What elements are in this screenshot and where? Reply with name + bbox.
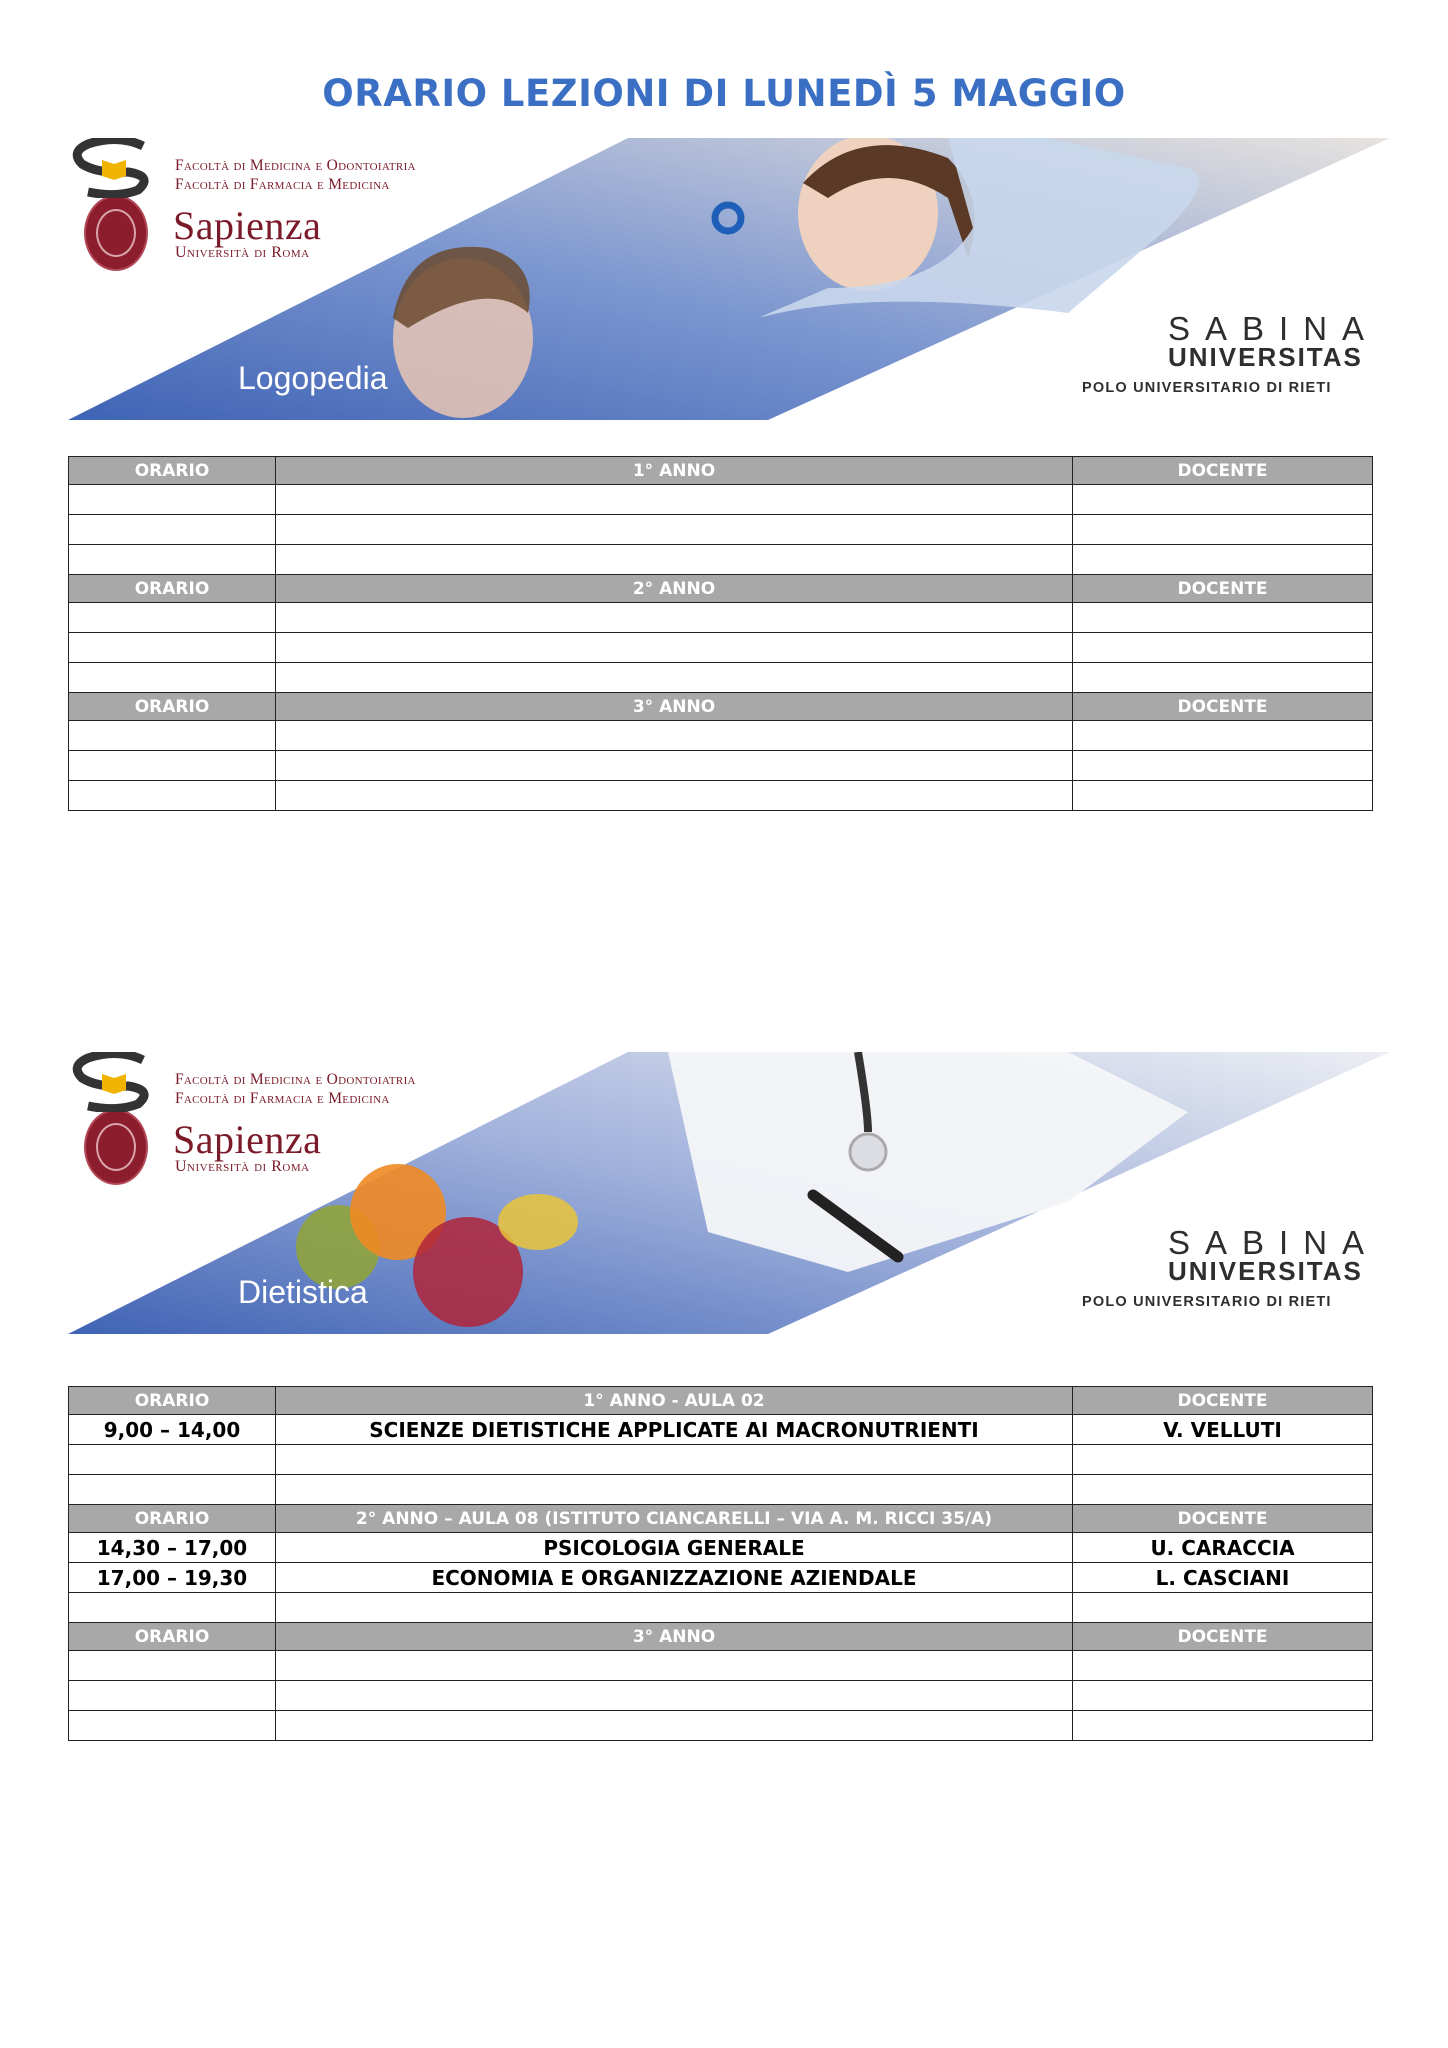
cell-teacher [1073,1651,1373,1681]
sabina-logo-icon [68,138,158,198]
cell-subject [276,781,1073,811]
cell-teacher [1073,1593,1373,1623]
cell-teacher [1073,603,1373,633]
table-row [69,545,1373,575]
header-anno: 1° ANNO [276,457,1073,485]
section-header-row [69,457,1373,485]
table-row [69,633,1373,663]
cell-teacher: V. VELLUTI [1073,1415,1373,1445]
faculty-names: Facoltà di Medicina e Odontoiatria Facoltà di Farmacia e Medicina [175,1071,416,1107]
table-row [69,781,1373,811]
cell-teacher [1073,781,1373,811]
cell-time [69,1711,276,1741]
table-row [69,1651,1373,1681]
partner-name: SABINA [1168,1224,1380,1261]
cell-subject [276,1475,1073,1505]
cell-time [69,1651,276,1681]
cell-teacher: L. CASCIANI [1073,1563,1373,1593]
cell-subject: SCIENZE DIETISTICHE APPLICATE AI MACRONUTRIENTI [276,1415,1073,1445]
partner-name: SABINA [1168,310,1380,347]
course-banner-logopedia [68,138,1390,420]
header-orario: ORARIO [69,1505,276,1533]
header-anno: 2° ANNO – AULA 08 (ISTITUTO CIANCARELLI – VIA A. M. RICCI 35/A) [276,1505,1073,1533]
cell-teacher [1073,751,1373,781]
header-docente: DOCENTE [1073,1387,1373,1415]
partner-subtitle: POLO UNIVERSITARIO DI RIETI [1082,380,1332,396]
header-anno: 3° ANNO [276,693,1073,721]
course-name: Dietistica [238,1274,368,1310]
cell-time [69,663,276,693]
table-row [69,1593,1373,1623]
header-orario: ORARIO [69,457,276,485]
cell-teacher [1073,721,1373,751]
table-row [69,1415,1373,1445]
cell-subject [276,1593,1073,1623]
table-row [69,663,1373,693]
cell-subject: PSICOLOGIA GENERALE [276,1533,1073,1563]
cell-subject [276,485,1073,515]
university-subtitle: Università di Roma [175,244,310,261]
university-subtitle: Università di Roma [175,1158,310,1175]
cell-time: 17,00 – 19,30 [69,1563,276,1593]
cell-subject [276,751,1073,781]
header-docente: DOCENTE [1073,1623,1373,1651]
header-docente: DOCENTE [1073,457,1373,485]
sapienza-seal-icon [84,1109,148,1185]
cell-teacher [1073,515,1373,545]
header-orario: ORARIO [69,575,276,603]
cell-teacher [1073,1445,1373,1475]
cell-subject [276,663,1073,693]
cell-time [69,633,276,663]
cell-subject [276,515,1073,545]
cell-subject [276,1681,1073,1711]
table-row [69,1711,1373,1741]
schedule-table-logopedia [68,456,1373,811]
section-header-row [69,575,1373,603]
university-name: Sapienza [173,203,322,248]
cell-subject [276,603,1073,633]
partner-name-2: UNIVERSITAS [1168,1256,1363,1286]
cell-teacher [1073,633,1373,663]
schedule-table-dietistica [68,1386,1373,1741]
sapienza-seal-icon [84,195,148,271]
header-anno: 3° ANNO [276,1623,1073,1651]
cell-teacher [1073,663,1373,693]
cell-subject [276,721,1073,751]
cell-teacher [1073,1711,1373,1741]
cell-teacher: U. CARACCIA [1073,1533,1373,1563]
header-docente: DOCENTE [1073,1505,1373,1533]
cell-teacher [1073,485,1373,515]
cell-subject [276,633,1073,663]
table-row [69,1533,1373,1563]
header-anno: 2° ANNO [276,575,1073,603]
cell-time: 9,00 – 14,00 [69,1415,276,1445]
table-row [69,1563,1373,1593]
cell-time [69,1475,276,1505]
table-row [69,721,1373,751]
section-header-row [69,693,1373,721]
table-row [69,1681,1373,1711]
header-docente: DOCENTE [1073,693,1373,721]
cell-time: 14,30 – 17,00 [69,1533,276,1563]
faculty-names: Facoltà di Medicina e Odontoiatria Facoltà di Farmacia e Medicina [175,157,416,193]
course-name: Logopedia [238,360,388,396]
cell-time [69,721,276,751]
cell-teacher [1073,1681,1373,1711]
table-row [69,1445,1373,1475]
course-banner-dietistica [68,1052,1390,1334]
cell-subject [276,1711,1073,1741]
table-row [69,751,1373,781]
cell-time [69,603,276,633]
table-row [69,603,1373,633]
sabina-logo-icon [68,1052,158,1112]
section-header-row [69,1623,1373,1651]
table-row [69,1475,1373,1505]
header-orario: ORARIO [69,1623,276,1651]
cell-time [69,1593,276,1623]
table-row [69,515,1373,545]
cell-time [69,545,276,575]
cell-time [69,515,276,545]
section-header-row [69,1387,1373,1415]
page-title: ORARIO LEZIONI DI LUNEDÌ 5 MAGGIO [322,72,1126,115]
cell-time [69,781,276,811]
cell-time [69,1445,276,1475]
cell-subject [276,1651,1073,1681]
cell-teacher [1073,545,1373,575]
cell-teacher [1073,1475,1373,1505]
header-anno: 1° ANNO - AULA 02 [276,1387,1073,1415]
table-row [69,485,1373,515]
header-docente: DOCENTE [1073,575,1373,603]
cell-time [69,485,276,515]
section-header-row [69,1505,1373,1533]
cell-subject [276,1445,1073,1475]
cell-time [69,1681,276,1711]
university-name: Sapienza [173,1117,322,1162]
header-orario: ORARIO [69,693,276,721]
cell-time [69,751,276,781]
partner-name-2: UNIVERSITAS [1168,342,1363,372]
cell-subject: ECONOMIA E ORGANIZZAZIONE AZIENDALE [276,1563,1073,1593]
cell-subject [276,545,1073,575]
partner-subtitle: POLO UNIVERSITARIO DI RIETI [1082,1294,1332,1310]
header-orario: ORARIO [69,1387,276,1415]
